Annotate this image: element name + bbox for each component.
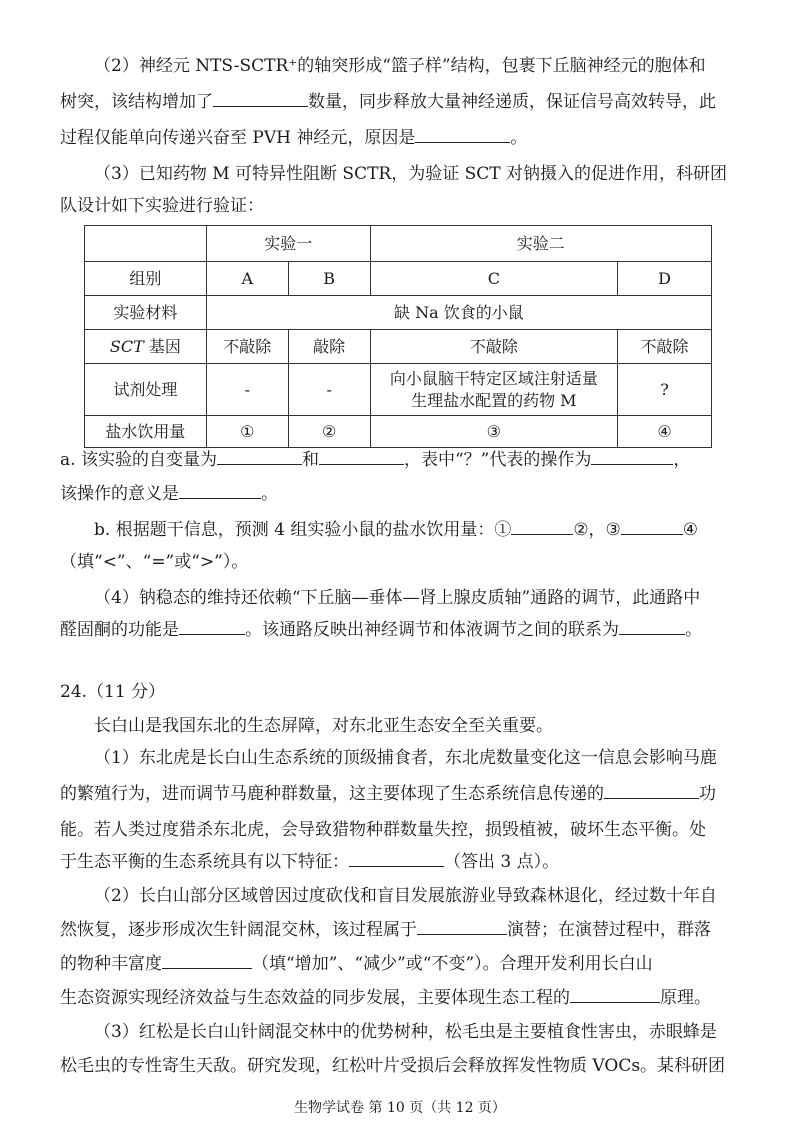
answer-blank[interactable] (349, 846, 444, 867)
q24-p2-text-4a: 生态资源实现经济效益与生态效益的同步发展，主要体现生态工程的 (60, 988, 570, 1008)
group-c: C (370, 262, 618, 296)
q24-heading (60, 676, 740, 708)
answer-blank[interactable] (179, 478, 261, 499)
q2-line2 (60, 86, 740, 118)
table-corner-cell (85, 226, 207, 262)
q24-p1-line3 (60, 814, 740, 846)
q3-a-line2 (60, 478, 740, 510)
reagent-a: - (206, 364, 288, 416)
table-row (85, 364, 712, 416)
q4-text-2c: 。 (685, 620, 702, 640)
q3-text-2: 队设计如下实验进行验证： (60, 196, 264, 216)
q3-b-line1 (60, 514, 740, 546)
q3-a-text-4: ， (673, 450, 691, 470)
material-value: 缺 Na 饮食的小鼠 (206, 296, 711, 330)
reagent-c (370, 364, 618, 416)
answer-blank[interactable] (162, 948, 252, 969)
row-label-gene (85, 330, 207, 364)
answer-blank[interactable] (619, 614, 685, 635)
saline-d: ④ (618, 416, 712, 448)
answer-blank[interactable] (621, 514, 683, 535)
gene-label-suffix: 基因 (143, 336, 181, 356)
q4-text-2b: 。该通路反映出神经调节和体液调节之间的联系为 (245, 620, 619, 640)
q24-p1-text-1: （1）东北虎是长白山生态系统的顶级捕食者，东北虎数量变化这一信息会影响马鹿 (94, 748, 717, 768)
answer-blank[interactable] (319, 444, 404, 465)
q2-text-3b: 。 (510, 128, 528, 148)
row-label-group: 组别 (85, 262, 207, 296)
table-row (85, 226, 712, 262)
q2-line1 (60, 50, 740, 82)
q3-b-text-2: ②，③ (573, 520, 621, 540)
table-row (85, 330, 712, 364)
answer-blank[interactable] (417, 914, 507, 935)
reagent-c-line2: 生理盐水配置的药物 M (411, 390, 577, 410)
answer-blank[interactable] (415, 122, 510, 143)
group-b: B (288, 262, 370, 296)
q3-b-text-3: ④ (682, 520, 699, 540)
q24-p1-line1 (60, 742, 740, 774)
gene-d: 不敲除 (618, 330, 712, 364)
q2-line3 (60, 122, 740, 154)
q24-p2-text-3b: （填“增加”、“减少”或“不变”）。合理开发利用长白山 (252, 954, 653, 974)
q3-line2 (60, 190, 740, 222)
q24-heading-text: 24.（11 分） (60, 682, 166, 702)
q24-p1-line4 (60, 846, 740, 878)
row-label-saline: 盐水饮用量 (85, 416, 207, 448)
q3-a-text-1: a. 该实验的自变量为 (60, 450, 217, 470)
reagent-d: ? (618, 364, 712, 416)
answer-blank[interactable] (179, 614, 245, 635)
saline-c: ③ (370, 416, 618, 448)
q24-p2-text-2a: 然恢复，逐步形成次生针阔混交林，该过程属于 (60, 920, 417, 940)
q24-p2-line1 (60, 880, 740, 912)
q4-text-1: （4）钠稳态的维持还依赖“下丘脑—垂体—肾上腺皮质轴”通路的调节，此通路中 (94, 588, 701, 608)
q24-intro (60, 710, 740, 742)
answer-blank[interactable] (570, 982, 660, 1003)
table-row (85, 416, 712, 448)
q24-p2-text-4b: 原理。 (660, 988, 711, 1008)
q3-a-text-6: 。 (261, 484, 278, 504)
saline-a: ① (206, 416, 288, 448)
table-row (85, 296, 712, 330)
q24-p1-line2 (60, 778, 740, 810)
q3-b-text-4: （填“<”、“=”或“>”）。 (60, 552, 249, 572)
q24-p3-text-2: 松毛虫的专性寄生天敌。研究发现，红松叶片受损后会释放挥发性物质 VOCs。某科研团 (60, 1056, 726, 1076)
q24-p2-line3 (60, 948, 740, 980)
gene-name: SCT (109, 336, 144, 356)
answer-blank[interactable] (604, 778, 699, 799)
group-a: A (206, 262, 288, 296)
gene-b: 敲除 (288, 330, 370, 364)
q3-a-text-5: 该操作的意义是 (60, 484, 179, 504)
table-row (85, 262, 712, 296)
q24-p3-text-1: （3）红松是长白山针阔混交林中的优势树种，松毛虫是主要植食性害虫，赤眼蜂是 (94, 1022, 717, 1042)
reagent-c-line1: 向小鼠脑干特定区域注射适量 (389, 368, 598, 388)
row-label-material: 实验材料 (85, 296, 207, 330)
q24-p3-line2 (60, 1050, 740, 1082)
q24-p2-line2 (60, 914, 740, 946)
reagent-b: - (288, 364, 370, 416)
q24-p1-text-2a: 的繁殖行为，进而调节马鹿种群数量，这主要体现了生态系统信息传递的 (60, 784, 604, 804)
q4-line1 (60, 582, 740, 614)
q2-text-2b: 数量，同步释放大量神经递质，保证信号高效转导，此 (308, 92, 716, 112)
q24-p1-text-3: 能。若人类过度猎杀东北虎，会导致猎物种群数量失控，损毁植被，破坏生态平衡。处 (60, 820, 706, 840)
q2-text-1: （2）神经元 NTS-SCTR⁺的轴突形成“篮子样”结构，包裹下丘脑神经元的胞体和 (94, 56, 706, 76)
q3-line1 (60, 158, 740, 190)
saline-b: ② (288, 416, 370, 448)
exp1-header: 实验一 (206, 226, 370, 262)
q24-p1-text-4b: （答出 3 点）。 (444, 852, 560, 872)
page-footer: 生物学试卷 第 10 页（共 12 页） (294, 1100, 506, 1116)
q3-a-text-2: 和 (301, 450, 319, 470)
q3-b-line2 (60, 546, 740, 578)
row-label-reagent: 试剂处理 (85, 364, 207, 416)
q3-a-text-3: ，表中“？”代表的操作为 (403, 450, 592, 470)
q3-a-line1 (60, 444, 740, 476)
answer-blank[interactable] (217, 444, 302, 465)
q3-text-1: （3）已知药物 M 可特异性阻断 SCTR，为验证 SCT 对钠摄入的促进作用，科研团 (94, 164, 728, 184)
q24-p2-text-1: （2）长白山部分区域曾因过度砍伐和盲目发展旅游业导致森林退化，经过数十年自 (94, 886, 717, 906)
q3-b-text-1: b. 根据题干信息，预测 4 组实验小鼠的盐水饮用量：① (94, 520, 512, 540)
q24-p1-text-4a: 于生态平衡的生态系统具有以下特征： (60, 852, 349, 872)
answer-blank[interactable] (213, 86, 308, 107)
gene-c: 不敲除 (370, 330, 618, 364)
q4-line2 (60, 614, 740, 646)
q24-p1-text-2b: 功 (699, 784, 716, 804)
experiment-table (84, 225, 712, 448)
q24-intro-text: 长白山是我国东北的生态屏障，对东北亚生态安全至关重要。 (94, 716, 553, 736)
q24-p2-text-3a: 的物种丰富度 (60, 954, 162, 974)
q24-p2-line4 (60, 982, 740, 1014)
exp2-header: 实验二 (370, 226, 711, 262)
q24-p3-line1 (60, 1016, 740, 1048)
q24-p2-text-2b: 演替；在演替过程中，群落 (507, 920, 711, 940)
q2-text-2a: 树突，该结构增加了 (60, 92, 213, 112)
q4-text-2a: 醛固酮的功能是 (60, 620, 179, 640)
answer-blank[interactable] (591, 444, 673, 465)
answer-blank[interactable] (511, 514, 573, 535)
gene-a: 不敲除 (206, 330, 288, 364)
group-d: D (618, 262, 712, 296)
q2-text-3a: 过程仅能单向传递兴奋至 PVH 神经元，原因是 (60, 128, 416, 148)
